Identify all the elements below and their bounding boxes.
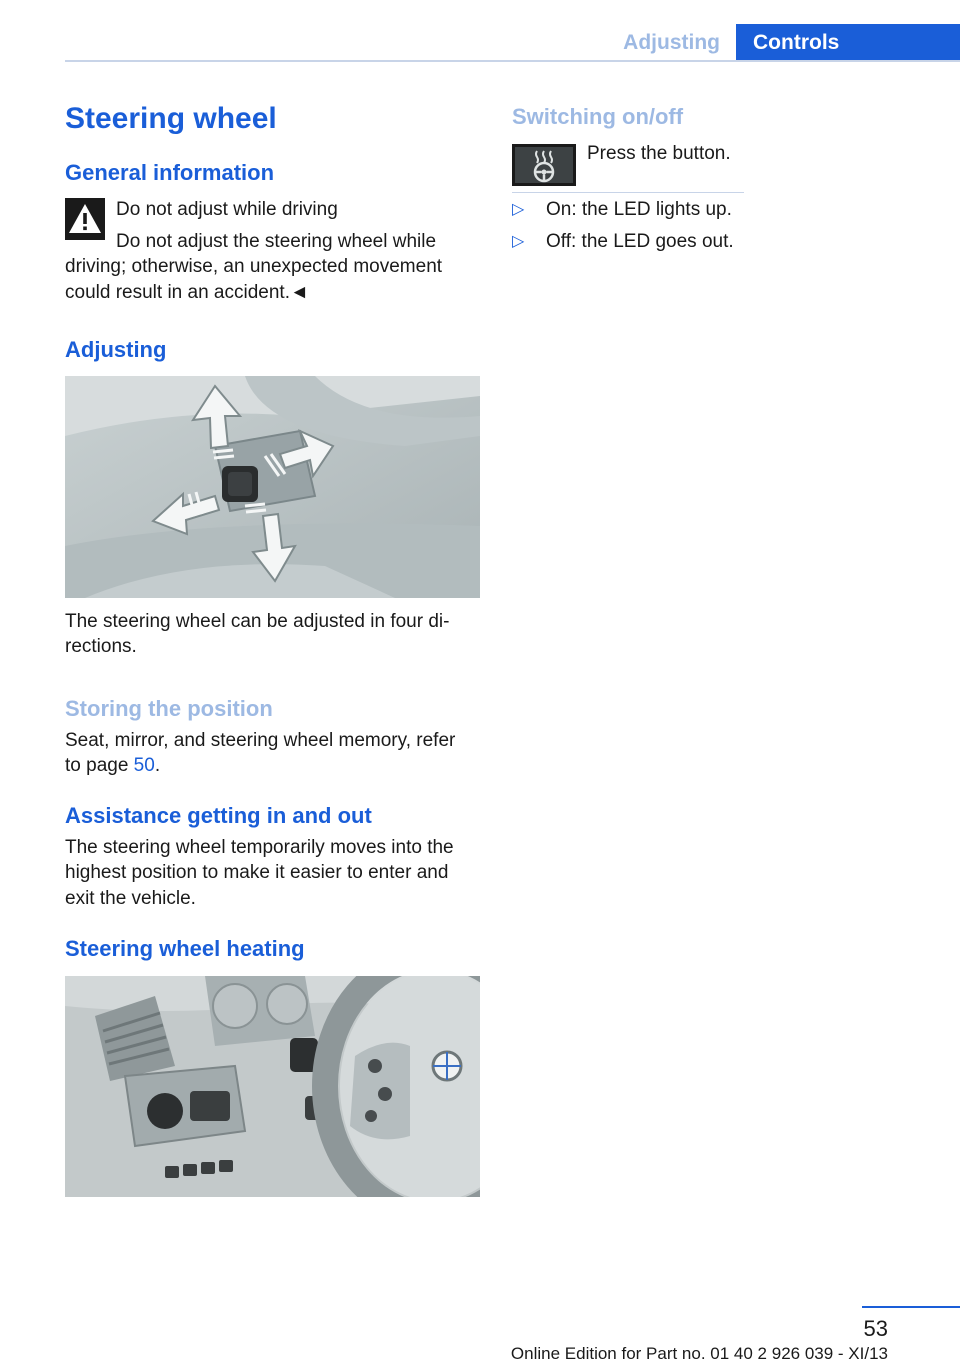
steering-heating-heading: Steering wheel heating <box>65 936 305 961</box>
edition-text: Online Edition for Part no. 01 40 2 926 039 - XI/13 <box>510 1344 888 1363</box>
list-bullet: ▷ <box>512 201 525 218</box>
storing-position-heading: Storing the position <box>65 696 273 721</box>
assist-text-line-2: highest position to make it easier to enter and <box>65 862 449 883</box>
assist-text-line-1: The steering wheel temporarily moves into the <box>65 837 454 858</box>
warning-text-line-1: Do not adjust the steering wheel while <box>116 231 437 252</box>
list-item <box>512 196 932 224</box>
header-section-label[interactable]: Adjusting <box>623 31 720 54</box>
warning-title: Do not adjust while driving <box>116 199 338 220</box>
steering-wheel-heating-icon <box>512 144 576 186</box>
header-divider <box>65 60 960 62</box>
list-item <box>512 228 932 256</box>
switching-heading: Switching on/off <box>512 104 684 129</box>
steering-adjust-illustration <box>65 376 480 598</box>
steering-heating-illustration <box>65 976 480 1197</box>
press-button-text: Press the button. <box>587 143 731 164</box>
storing-text-line-1: Seat, mirror, and steering wheel memory, refer <box>65 730 456 751</box>
list-item-off-text: Off: the LED goes out. <box>546 231 734 252</box>
adjusting-heading: Adjusting <box>65 337 167 362</box>
list-bullet: ▷ <box>512 233 525 250</box>
header-chapter-label[interactable]: Controls <box>736 24 960 62</box>
page-number: 53 <box>863 1316 888 1341</box>
warning-triangle-icon <box>65 198 105 240</box>
storing-text-line-2 <box>65 753 160 779</box>
list-separator-top <box>512 192 744 193</box>
assist-text-line-3: exit the vehicle. <box>65 888 196 909</box>
adjust-text-line-1: The steering wheel can be adjusted in four di‐ <box>65 611 450 632</box>
storing-prefix: to page <box>65 755 134 776</box>
page-50-link[interactable]: 50 <box>133 755 155 776</box>
storing-suffix: . <box>154 755 161 776</box>
warning-text-line-2: driving; otherwise, an unexpected movement <box>65 256 443 277</box>
assistance-heading: Assistance getting in and out <box>65 803 372 828</box>
page-title: Steering wheel <box>65 102 277 135</box>
warning-text-line-3: could result in an accident.◄ <box>65 282 309 303</box>
list-item-on-text: On: the LED lights up. <box>546 199 732 220</box>
adjust-text-line-2: rections. <box>65 636 137 657</box>
general-info-heading: General information <box>65 160 275 185</box>
footer-divider <box>862 1306 960 1308</box>
